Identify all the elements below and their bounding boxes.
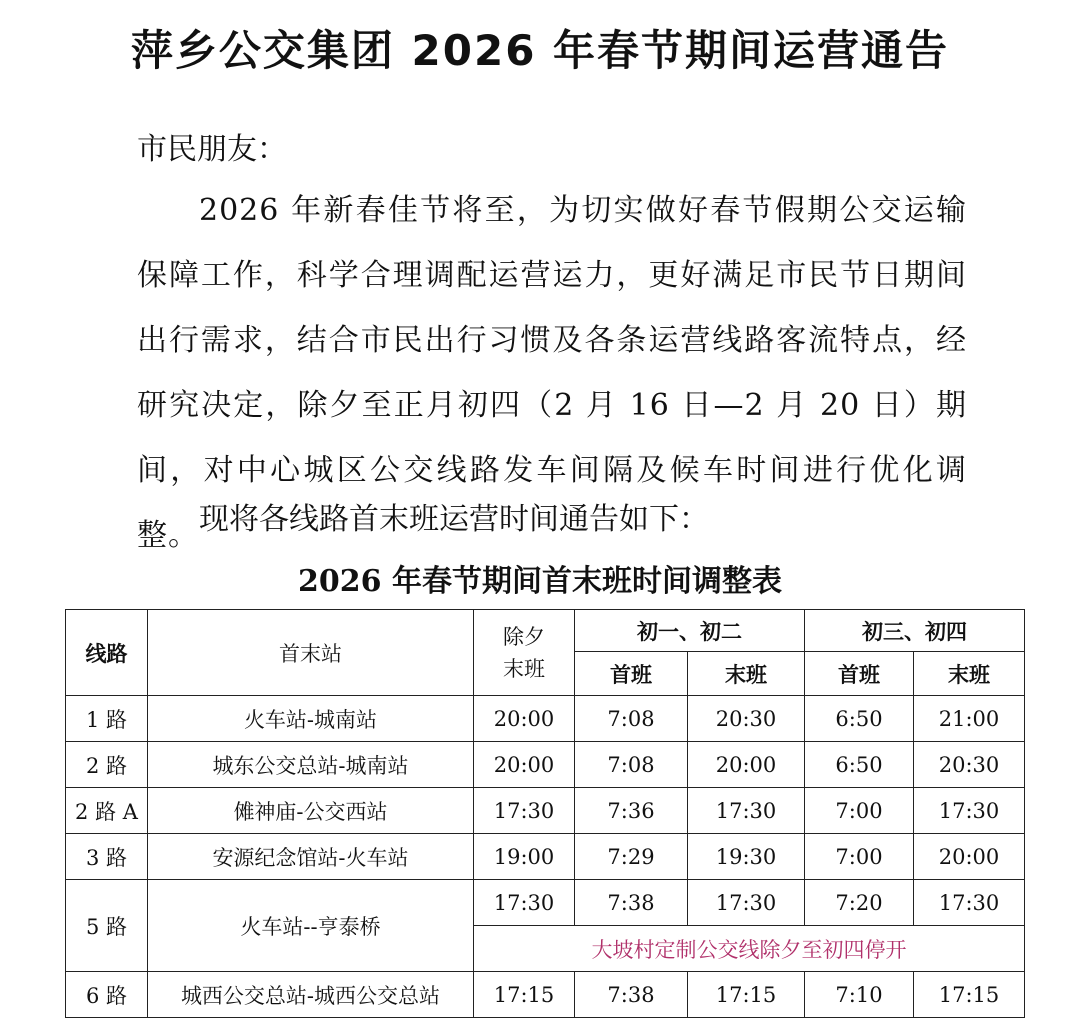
cell-stations: 火车站--亨泰桥 <box>148 880 474 972</box>
cell-d34-first: 7:20 <box>805 880 914 926</box>
cell-eve: 20:00 <box>474 742 575 788</box>
table-row <box>66 788 1025 834</box>
cell-eve: 17:15 <box>474 972 575 1018</box>
cell-d34-first: 7:00 <box>805 788 914 834</box>
cell-route: 5 路 <box>66 880 148 972</box>
cell-d12-last: 17:30 <box>688 880 805 926</box>
cell-route: 2 路 <box>66 742 148 788</box>
header-route: 线路 <box>66 610 148 696</box>
table-row <box>66 696 1025 742</box>
header-row <box>66 610 1025 652</box>
route5-suspension-note: 大坡村定制公交线除夕至初四停开 <box>474 926 1025 972</box>
cell-d34-first: 6:50 <box>805 742 914 788</box>
header-days34: 初三、初四 <box>805 610 1025 652</box>
intro-line: 现将各线路首末班运营时间通告如下： <box>199 502 709 537</box>
cell-d34-last: 17:30 <box>914 788 1025 834</box>
cell-d34-first: 7:00 <box>805 834 914 880</box>
table-row <box>66 880 1025 926</box>
cell-stations: 安源纪念馆站-火车站 <box>148 834 474 880</box>
cell-d12-last: 19:30 <box>688 834 805 880</box>
header-d12-first: 首班 <box>575 652 688 696</box>
cell-route: 2 路 A <box>66 788 148 834</box>
header-days12: 初一、初二 <box>575 610 805 652</box>
cell-d12-first: 7:29 <box>575 834 688 880</box>
cell-d34-last: 20:30 <box>914 742 1025 788</box>
cell-d34-first: 6:50 <box>805 696 914 742</box>
cell-stations: 傩神庙-公交西站 <box>148 788 474 834</box>
cell-d34-last: 17:15 <box>914 972 1025 1018</box>
cell-stations: 城西公交总站-城西公交总站 <box>148 972 474 1018</box>
cell-d34-last: 20:00 <box>914 834 1025 880</box>
table-row <box>66 742 1025 788</box>
cell-stations: 火车站-城南站 <box>148 696 474 742</box>
cell-stations: 城东公交总站-城南站 <box>148 742 474 788</box>
cell-route: 1 路 <box>66 696 148 742</box>
header-eve-last-text: 除夕末班 <box>503 624 545 681</box>
table-row <box>66 834 1025 880</box>
cell-d12-last: 20:00 <box>688 742 805 788</box>
cell-eve: 17:30 <box>474 880 575 926</box>
cell-d12-first: 7:38 <box>575 972 688 1018</box>
cell-eve: 17:30 <box>474 788 575 834</box>
cell-d12-first: 7:08 <box>575 742 688 788</box>
body-paragraph: 2026 年新春佳节将至，为切实做好春节假期公交运输保障工作，科学合理调配运营运力，更好满足市民节日期间出行需求，结合市民出行习惯及各条运营线路客流特点，经研究决定，除夕至正月初四（2 月 16 日—2 月 20 日）期间，对中心城区公交线路发车间隔及候车时间进行优化调整。 <box>137 193 967 553</box>
cell-d12-first: 7:08 <box>575 696 688 742</box>
cell-route: 6 路 <box>66 972 148 1018</box>
cell-eve: 20:00 <box>474 696 575 742</box>
cell-d12-last: 17:15 <box>688 972 805 1018</box>
table-row <box>66 972 1025 1018</box>
cell-d12-first: 7:38 <box>575 880 688 926</box>
header-stations: 首末站 <box>148 610 474 696</box>
cell-d12-last: 20:30 <box>688 696 805 742</box>
salutation: 市民朋友： <box>137 132 287 167</box>
header-d12-last: 末班 <box>688 652 805 696</box>
cell-d12-last: 17:30 <box>688 788 805 834</box>
header-d34-last: 末班 <box>914 652 1025 696</box>
table-title: 2026 年春节期间首末班时间调整表 <box>298 564 782 599</box>
cell-d34-last: 21:00 <box>914 696 1025 742</box>
page-title: 萍乡公交集团 2026 年春节期间运营通告 <box>130 26 950 75</box>
cell-d34-last: 17:30 <box>914 880 1025 926</box>
cell-route: 3 路 <box>66 834 148 880</box>
schedule-table <box>65 609 1025 1018</box>
cell-d12-first: 7:36 <box>575 788 688 834</box>
cell-eve: 19:00 <box>474 834 575 880</box>
header-eve-last <box>474 610 575 696</box>
header-d34-first: 首班 <box>805 652 914 696</box>
cell-d34-first: 7:10 <box>805 972 914 1018</box>
